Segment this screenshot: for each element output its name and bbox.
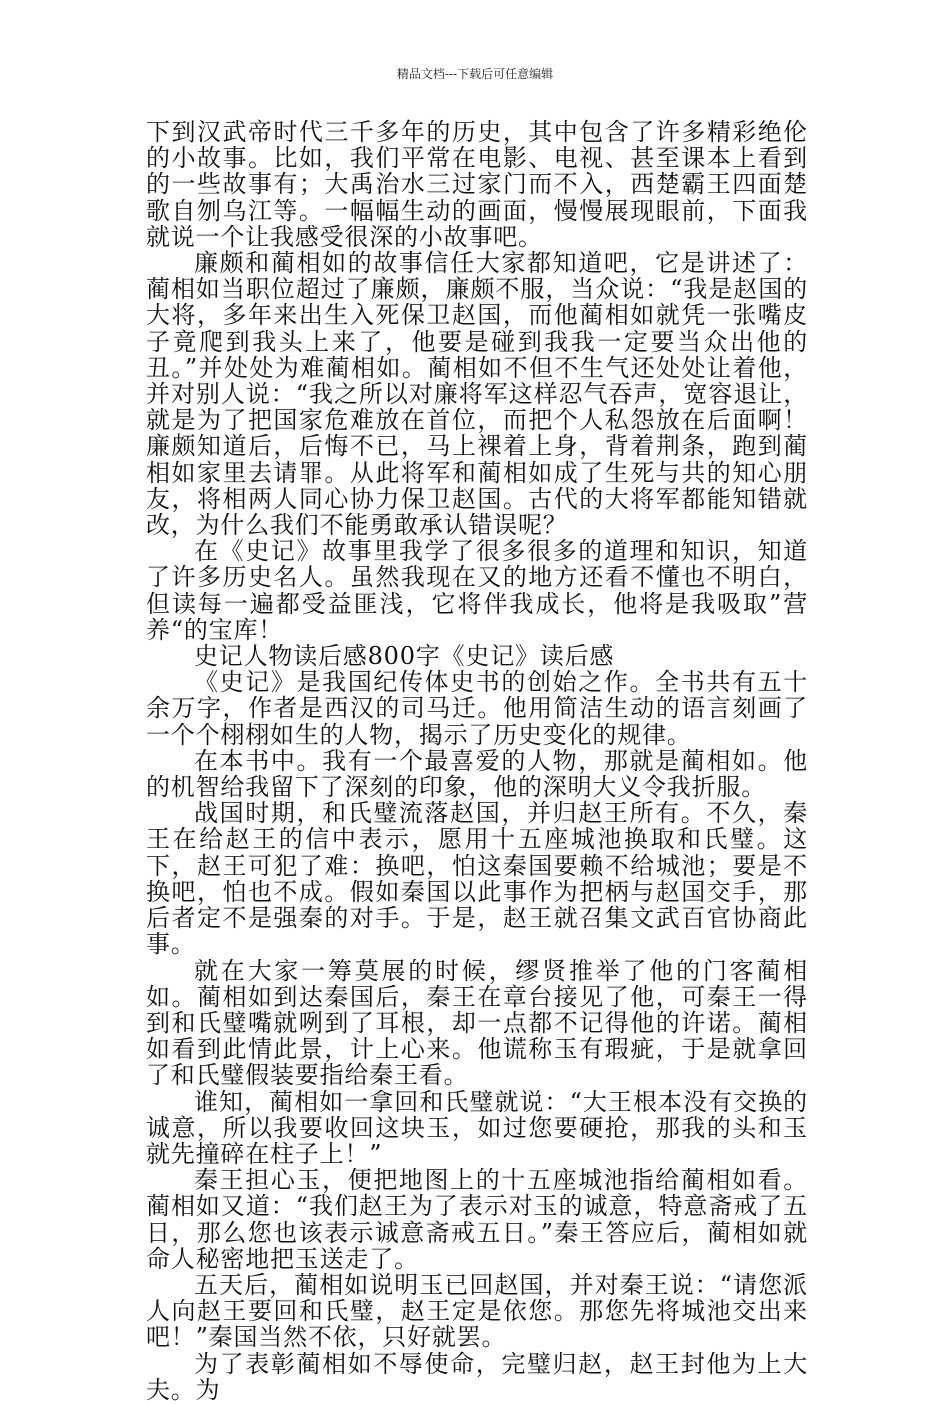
- paragraph-7: 战国时期，和氏璧流落赵国，并归赵王所有。不久，秦王在给赵王的信中表示，愿用十五座城池换取和氏璧。这下，赵王可犯了难：换吧，怕这秦国要赖不给城池；要是不换吧，怕也不成。假如秦国以此事作为把柄与赵国交手，那后者定不是强秦的对手。于是，赵王就召集文武百官协商此事。: [146, 799, 808, 959]
- document-body: [146, 119, 808, 1403]
- paragraph-8: 就在大家一筹莫展的时候，缪贤推举了他的门客蔺相如。蔺相如到达秦国后，秦王在章台接见了他，可秦王一得到和氏璧嘴就咧到了耳根，却一点都不记得他的许诺。蔺相如看到此情此景，计上心来。他谎称玉有瑕疵，于是就拿回了和氏璧假装要指给秦王看。: [146, 956, 808, 1090]
- paragraph-3: 在《史记》故事里我学了很多很多的道理和知识，知道了许多历史名人。虽然我现在又的地方还看不懂也不明白，但读每一遍都受益匪浅，它将伴我成长，他将是我吸取”营养“的宝库！: [146, 537, 808, 644]
- paragraph-2: 廉颇和蔺相如的故事信任大家都知道吧，它是讲述了：蔺相如当职位超过了廉颇，廉颇不服，当众说：“我是赵国的大将，多年来出生入死保卫赵国，而他蔺相如就凭一张嘴皮子竟爬到我头上来了，他要是碰到我我一定要当众出他的丑。”并处处为难蔺相如。蔺相如不但不生气还处处让着他，并对别人说：“我之所以对廉将军这样忍气吞声，宽容退让，就是为了把国家危难放在首位，而把个人私怨放在后面啊！廉颇知道后，后悔不已，马上裸着上身，背着荆条，跑到蔺相如家里去请罪。从此将军和蔺相如成了生死与共的知心朋友，将相两人同心协力保卫赵国。古代的大将军都能知错就改，为什么我们不能勇敢承认错误呢？: [146, 249, 808, 540]
- paragraph-5: 《史记》是我国纪传体史书的创始之作。全书共有五十余万字，作者是西汉的司马迁。他用简洁生动的语言刻画了一个个栩栩如生的人物，揭示了历史变化的规律。: [146, 668, 808, 749]
- paragraph-9: 谁知，蔺相如一拿回和氏璧就说：“大王根本没有交换的诚意，所以我要收回这块玉，如过您要硬抢，那我的头和玉就先撞碎在柱子上！”: [146, 1087, 808, 1168]
- paragraph-11: 五天后，蔺相如说明玉已回赵国，并对秦王说：“请您派人向赵王要回和氏璧，赵王定是依您。那您先将城池交出来吧！”秦国当然不依，只好就罢。: [146, 1270, 808, 1352]
- page-header: 精品文档---下载后可任意编辑: [396, 67, 554, 81]
- paragraph-10: 秦王担心玉，便把地图上的十五座城池指给蔺相如看。蔺相如又道：“我们赵王为了表示对玉的诚意，特意斋戒了五日，那么您也该表示诚意斋戒五日。”秦王答应后，蔺相如就命人秘密地把玉送走了。: [146, 1166, 808, 1273]
- paragraph-12: 为了表彰蔺相如不辱使命，完璧归赵，赵王封他为上大夫。为: [146, 1349, 808, 1404]
- paragraph-1: 下到汉武帝时代三千多年的历史，其中包含了许多精彩绝伦的小故事。比如，我们平常在电影、电视、甚至课本上看到的一些故事有；大禹治水三过家门而不入，西楚霸王四面楚歌自刎乌江等。一幅幅生动的画面，慢慢展现眼前，下面我就说一个让我感受很深的小故事吧。: [146, 118, 808, 251]
- paragraph-6: 在本书中。我有一个最喜爱的人物，那就是蔺相如。他的机智给我留下了深刻的印象，他的深明大义令我折服。: [146, 746, 808, 802]
- section-title: 史记人物读后感800字《史记》读后感: [194, 642, 615, 671]
